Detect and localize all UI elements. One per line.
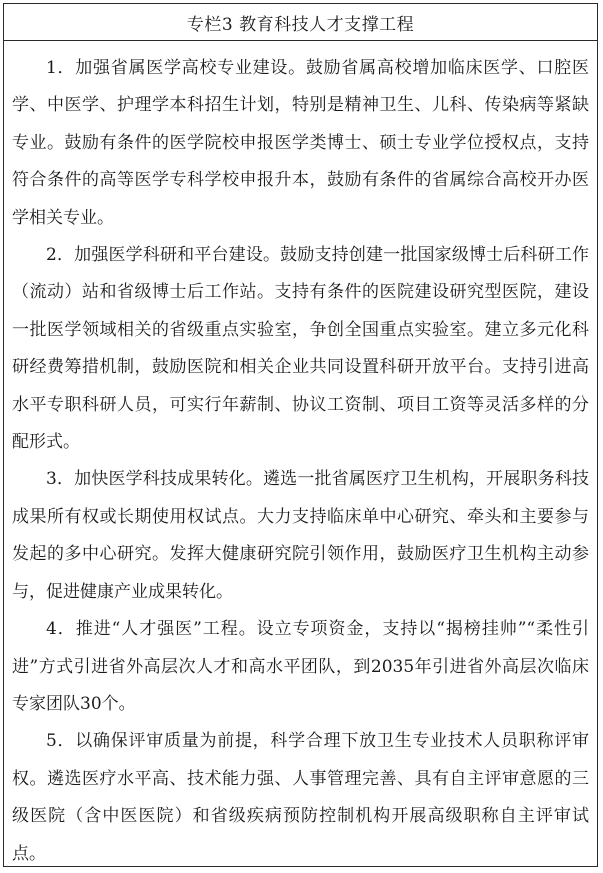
column-title: 专栏3 教育科技人才支撑工程 xyxy=(4,4,597,41)
paragraph-5: 5．以确保评审质量为前提，科学合理下放卫生专业技术人员职称评审权。遴选医疗水平高、技术能力强、人事管理完善、具有自主评审意愿的三级医院（含中医医院）和省级疾病预防控制机构开展高级职称自主评审试点。 xyxy=(12,731,589,864)
paragraph-4: 4．推进“人才强医”工程。设立专项资金，支持以“揭榜挂帅”“柔性引进”方式引进省外高层次人才和高水平团队，到2035年引进省外高层次临床专家团队30个。 xyxy=(12,619,589,714)
column-box xyxy=(3,3,598,867)
paragraph-2: 2．加强医学科研和平台建设。鼓励支持创建一批国家级博士后科研工作（流动）站和省级博士后工作站。支持有条件的医院建设研究型医院，建设一批医学领域相关的省级重点实验室，争创全国重点实验室。建立多元化科研经费筹措机制，鼓励医院和相关企业共同设置科研开放平台。支持引进高水平专职科研人员，可实行年薪制、协议工资制、项目工资等灵活多样的分配形式。 xyxy=(12,245,589,453)
column-content xyxy=(4,41,597,873)
paragraph-1: 1．加强省属医学高校专业建设。鼓励省属高校增加临床医学、口腔医学、中医学、护理学本科招生计划，特别是精神卫生、儿科、传染病等紧缺专业。鼓励有条件的医学院校申报医学类博士、硕士专业学位授权点，支持符合条件的高等医学专科学校申报升本，鼓励有条件的省属综合高校开办医学相关专业。 xyxy=(12,58,589,228)
paragraph-3: 3．加快医学科技成果转化。遴选一批省属医疗卫生机构，开展职务科技成果所有权或长期使用权试点。大力支持临床单中心研究、牵头和主要参与发起的多中心研究。发挥大健康研究院引领作用，鼓励医疗卫生机构主动参与，促进健康产业成果转化。 xyxy=(12,469,589,602)
